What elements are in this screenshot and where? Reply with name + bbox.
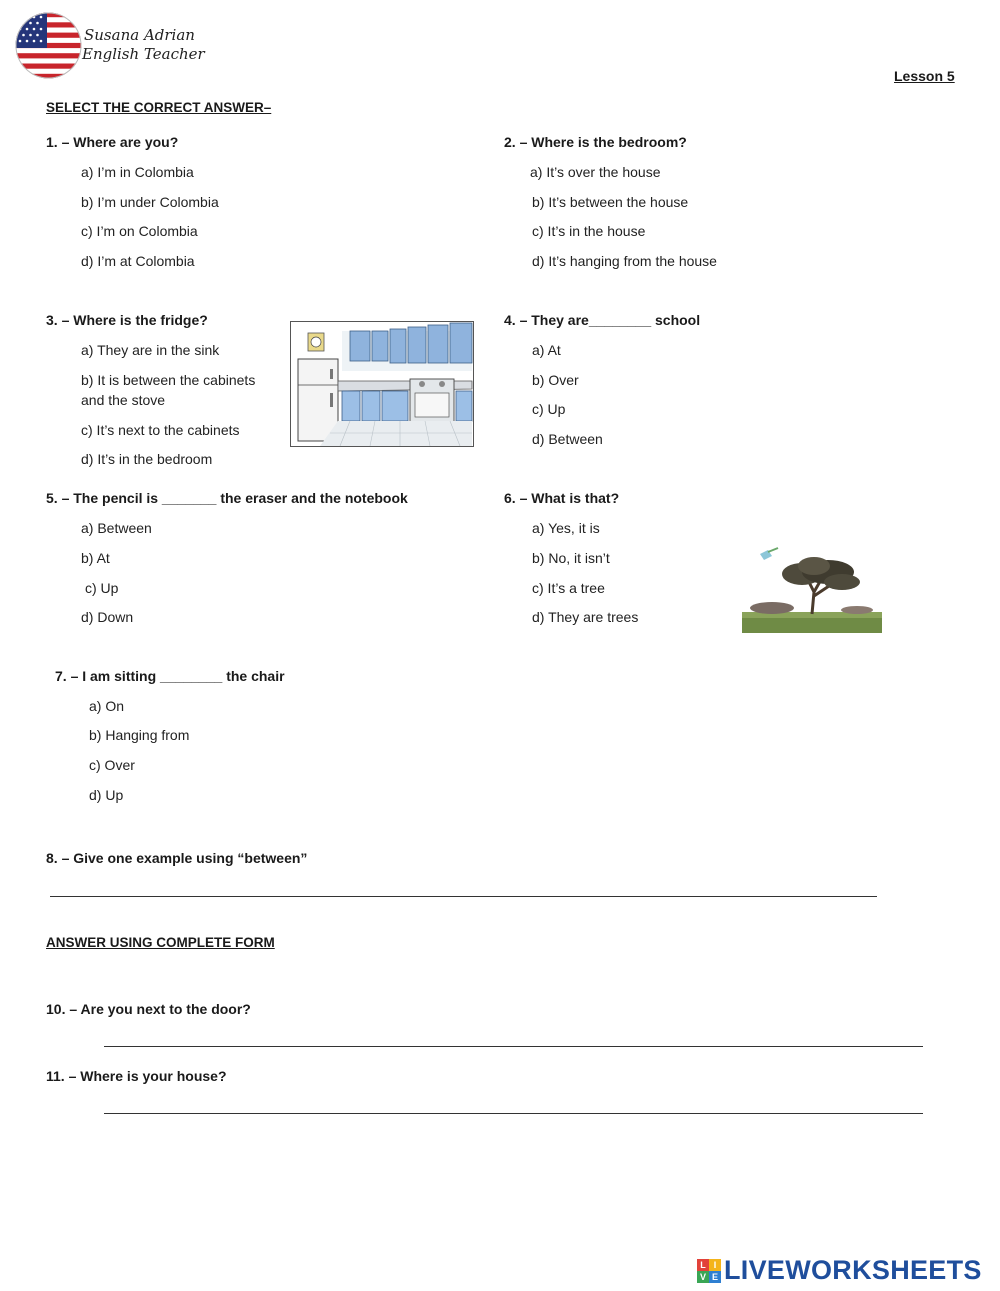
q3-option-d[interactable]: d) It’s in the bedroom xyxy=(81,451,213,467)
question-3: 3. – Where is the fridge? xyxy=(46,312,208,328)
question-6: 6. – What is that? xyxy=(504,490,620,506)
live-badge-icon xyxy=(697,1259,721,1283)
q4-option-b[interactable]: b) Over xyxy=(532,372,579,388)
teacher-name: Susana Adrian xyxy=(84,26,195,44)
section-title-select: SELECT THE CORRECT ANSWER– xyxy=(46,100,272,115)
question-1: 1. – Where are you? xyxy=(46,134,179,150)
q4-option-d[interactable]: d) Between xyxy=(532,431,603,447)
question-10: 10. – Are you next to the door? xyxy=(46,1001,251,1017)
q7-option-a[interactable]: a) On xyxy=(89,698,125,714)
q3-option-b-continued[interactable]: and the stove xyxy=(81,392,166,408)
q2-option-a[interactable]: a) It’s over the house xyxy=(530,164,661,180)
q2-option-d[interactable]: d) It’s hanging from the house xyxy=(532,253,717,269)
question-8: 8. – Give one example using “between” xyxy=(46,850,308,866)
q6-option-b[interactable]: b) No, it isn’t xyxy=(532,550,610,566)
teacher-title: English Teacher xyxy=(82,45,205,63)
brand-name: LIVEWORKSHEETS xyxy=(724,1255,982,1285)
q5-option-c[interactable]: c) Up xyxy=(85,580,119,596)
badge-letter: E xyxy=(709,1271,721,1283)
q4-option-c[interactable]: c) Up xyxy=(532,401,566,417)
q10-answer-line[interactable] xyxy=(104,1046,923,1047)
q1-option-c[interactable]: c) I’m on Colombia xyxy=(81,223,198,239)
q1-option-a[interactable]: a) I’m in Colombia xyxy=(81,164,194,180)
question-7: 7. – I am sitting ________ the chair xyxy=(55,668,285,684)
section-title-complete-form: ANSWER USING COMPLETE FORM xyxy=(46,935,275,950)
q6-option-c[interactable]: c) It’s a tree xyxy=(532,580,605,596)
q11-answer-line[interactable] xyxy=(104,1113,923,1114)
question-2: 2. – Where is the bedroom? xyxy=(504,134,687,150)
q7-option-c[interactable]: c) Over xyxy=(89,757,135,773)
q5-option-b[interactable]: b) At xyxy=(81,550,110,566)
kitchen-image xyxy=(290,321,474,447)
badge-letter: L xyxy=(697,1259,709,1271)
q3-option-a[interactable]: a) They are in the sink xyxy=(81,342,220,358)
q3-option-b[interactable]: b) It is between the cabinets xyxy=(81,372,256,388)
q7-option-d[interactable]: d) Up xyxy=(89,787,124,803)
q2-option-b[interactable]: b) It’s between the house xyxy=(532,194,689,210)
q6-option-a[interactable]: a) Yes, it is xyxy=(532,520,600,536)
badge-letter: V xyxy=(697,1271,709,1283)
lesson-label: Lesson 5 xyxy=(894,68,955,84)
q5-option-a[interactable]: a) Between xyxy=(81,520,152,536)
q1-option-d[interactable]: d) I’m at Colombia xyxy=(81,253,195,269)
question-5: 5. – The pencil is _______ the eraser and the notebook xyxy=(46,490,408,506)
q2-option-c[interactable]: c) It’s in the house xyxy=(532,223,646,239)
badge-letter: I xyxy=(709,1259,721,1271)
q4-option-a[interactable]: a) At xyxy=(532,342,561,358)
q7-option-b[interactable]: b) Hanging from xyxy=(89,727,190,743)
q6-option-d[interactable]: d) They are trees xyxy=(532,609,639,625)
q5-option-d[interactable]: d) Down xyxy=(81,609,134,625)
tree-image xyxy=(742,544,882,633)
question-4: 4. – They are________ school xyxy=(504,312,701,328)
q1-option-b[interactable]: b) I’m under Colombia xyxy=(81,194,219,210)
q8-answer-line[interactable] xyxy=(50,896,877,897)
q3-option-c[interactable]: c) It’s next to the cabinets xyxy=(81,422,240,438)
flag-logo xyxy=(15,12,82,79)
question-11: 11. – Where is your house? xyxy=(46,1068,227,1084)
